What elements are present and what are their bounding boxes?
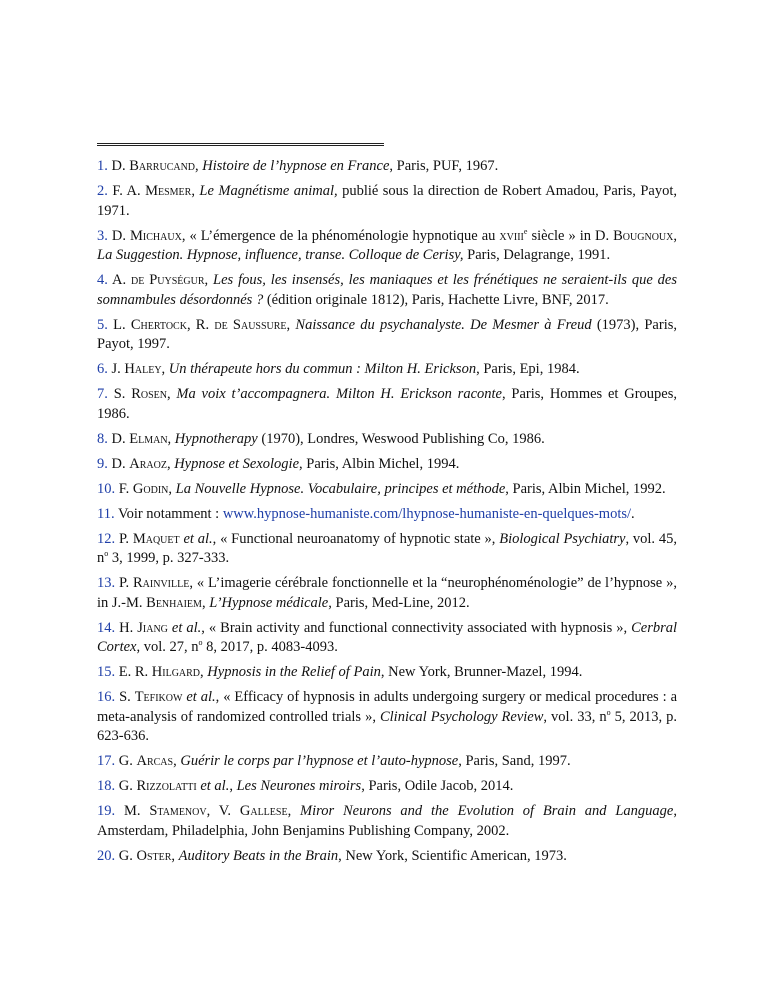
title-text: et al.: [183, 530, 213, 547]
footnote-13: [97, 574, 677, 613]
footnote-text: ,: [168, 480, 176, 497]
footnote-text: ,: [166, 455, 175, 472]
title-text: Biological Psychiatry: [499, 530, 626, 547]
footnote-text: P.: [118, 530, 133, 547]
footnote-number[interactable]: 19.: [97, 803, 116, 819]
footnote-text: ,: [191, 183, 200, 199]
footnote-text: F. A.: [112, 183, 146, 199]
footnote-text: , vol. 33, n: [543, 708, 607, 725]
footnote-text: (1973), Paris, Payot, 1997.: [97, 316, 677, 352]
author-name: Elman: [129, 430, 168, 447]
footnotes-list: [97, 157, 677, 872]
footnote-text: S.: [119, 689, 135, 705]
author-name: Haley: [124, 361, 162, 377]
author-name: de Puységur: [130, 272, 205, 288]
author-name: Jiang: [137, 619, 168, 636]
author-name: Michaux: [130, 227, 182, 244]
author-name: Stamenov: [149, 803, 207, 819]
title-text: Ma voix t’accompagnera. Milton H. Erickson raconte: [176, 386, 502, 402]
footnote-text: ,: [167, 430, 175, 447]
footnote-text: ,: [229, 778, 237, 794]
footnote-text: ,: [161, 361, 169, 377]
footnote-text: 5, 2013, p. 623-636.: [97, 708, 678, 744]
title-text: Miror Neurons and the Evolution of Brain and Language: [300, 803, 674, 819]
footnote-text: ,: [200, 664, 208, 680]
author-name: de Saussure: [214, 316, 287, 333]
footnote-5: [97, 316, 677, 355]
footnote-text: ,: [173, 753, 181, 769]
footnote-4: [97, 271, 677, 310]
footnote-text: D.: [111, 430, 130, 447]
footnote-text: , Paris, Sand, 1997.: [458, 753, 571, 769]
title-text: Le Magnétisme animal,: [199, 183, 338, 199]
footnote-6: [97, 360, 677, 380]
author-name: Rainville: [133, 575, 190, 591]
footnote-text: , V.: [206, 803, 240, 819]
url-link[interactable]: www.hypnose-humaniste.com/lhypnose-humaniste-en-quelques-mots/: [222, 505, 632, 522]
footnote-text: D.: [111, 227, 131, 244]
footnote-text: , Paris, Epi, 1984.: [476, 361, 580, 377]
title-text: Guérir le corps par l’hypnose et l’auto-hypnose: [180, 753, 459, 769]
footnote-number[interactable]: 20.: [97, 847, 116, 864]
footnote-text: D.: [111, 158, 130, 174]
footnote-text: , vol. 45, n: [97, 530, 677, 566]
author-name: Rosen: [131, 386, 167, 402]
footnote-text: (édition originale 1812), Paris, Hachette Livre, BNF, 2017.: [263, 291, 609, 308]
footnote-text: ,: [287, 803, 301, 819]
footnote-text: ,: [673, 227, 677, 244]
author-name: Araoz: [129, 455, 167, 472]
footnote-text: , New York, Brunner-Mazel, 1994.: [380, 664, 583, 680]
footnote-15: [97, 663, 677, 683]
footnote-text: F.: [118, 480, 133, 497]
title-text: et al.: [186, 689, 216, 705]
footnote-text: J.: [111, 361, 125, 377]
title-text: et al.: [200, 778, 230, 794]
author-name: Tefikow: [134, 689, 183, 705]
footnote-text: , Paris, Hommes et Groupes, 1986.: [97, 386, 678, 422]
footnote-20: [97, 847, 677, 867]
title-text: Clinical Psychology Review: [379, 708, 544, 725]
title-text: Hypnose et Sexologie: [174, 455, 300, 472]
superscript: o: [606, 707, 611, 717]
footnote-text: S.: [113, 386, 132, 402]
footnote-text: G.: [118, 753, 137, 769]
title-text: et al.: [171, 619, 202, 636]
title-text: Hypnosis in the Relief of Pain: [207, 664, 381, 680]
footnote-text: , Paris, Odile Jacob, 2014.: [361, 778, 514, 794]
footnote-text: publié sous la direction de Robert Amadou, Paris, Payot, 1971.: [97, 183, 678, 219]
author-name: Rizzolatti: [136, 778, 197, 794]
title-text: Hypnotherapy: [174, 430, 258, 447]
superscript: e: [523, 226, 528, 236]
footnote-text: , Amsterdam, Philadelphia, John Benjamins Publishing Company, 2002.: [97, 803, 677, 839]
footnote-18: [97, 777, 677, 797]
footnote-number[interactable]: 17.: [97, 753, 116, 769]
footnote-number[interactable]: 11.: [97, 505, 115, 522]
footnote-text: , Paris, Med-Line, 2012.: [328, 594, 470, 611]
title-text: Un thérapeute hors du commun : Milton H. Erickson: [168, 361, 477, 377]
title-text: La Suggestion. Hypnose, influence, transe. Colloque de Cerisy,: [97, 247, 464, 263]
footnote-number[interactable]: 3.: [97, 227, 108, 244]
footnote-text: G.: [118, 778, 137, 794]
footnote-16: [97, 688, 677, 747]
title-text: Les fous, les insensés, les maniaques et les frénétiques ne seraient-ils que des somnambules désordonnés ?: [97, 272, 677, 308]
author-name: Maquet: [132, 530, 180, 547]
footnote-text: A.: [111, 272, 131, 288]
footnote-number[interactable]: 9.: [97, 455, 108, 472]
footnote-separator-rule: [97, 143, 384, 146]
author-name: xviii: [499, 227, 524, 244]
footnote-number[interactable]: 8.: [97, 430, 108, 447]
footnote-text: 3, 1999, p. 327-333.: [108, 550, 230, 566]
footnote-text: , New York, Scientific American, 1973.: [338, 847, 567, 864]
footnote-9: [97, 455, 677, 475]
footnote-14: [97, 619, 677, 658]
footnote-number[interactable]: 12.: [97, 530, 116, 547]
footnote-number[interactable]: 5.: [97, 316, 108, 333]
footnote-number[interactable]: 1.: [97, 158, 108, 174]
footnote-1: [97, 157, 677, 177]
footnote-12: [97, 530, 677, 569]
author-name: Bougnoux: [613, 227, 674, 244]
footnote-text: (1970), Londres, Weswood Publishing Co, 1986.: [257, 430, 545, 447]
title-text: Naissance du psychanalyste. De Mesmer à Freud: [295, 316, 592, 333]
footnote-number[interactable]: 14.: [97, 619, 116, 636]
footnote-text: , « Functional neuroanatomy of hypnotic state »,: [212, 530, 500, 547]
footnote-7: [97, 385, 677, 424]
author-name: Mesmer: [145, 183, 192, 199]
footnote-11: [97, 505, 677, 525]
footnote-number[interactable]: 4.: [97, 272, 108, 288]
footnote-number[interactable]: 16.: [97, 689, 116, 705]
author-name: Benhaiem: [146, 594, 202, 611]
footnote-8: [97, 430, 677, 450]
footnote-text: , « Brain activity and functional connectivity associated with hypnosis »,: [201, 619, 632, 636]
title-text: Auditory Beats in the Brain: [178, 847, 339, 864]
footnote-text: Paris, Delagrange, 1991.: [463, 247, 611, 263]
footnote-text: M.: [123, 803, 150, 819]
footnote-text: ,: [204, 272, 214, 288]
footnote-text: Voir notamment :: [117, 505, 223, 522]
footnote-text: , « L’émergence de la phénoménologie hypnotique au: [181, 227, 500, 244]
author-name: Barrucand: [129, 158, 196, 174]
footnote-text: L.: [113, 316, 131, 333]
superscript: o: [198, 638, 203, 647]
footnote-text: H.: [119, 619, 138, 636]
title-text: Cerbral Cortex: [97, 619, 678, 655]
author-name: Oster: [136, 847, 172, 864]
footnote-text: 8, 2017, p. 4083-4093.: [202, 639, 338, 655]
footnote-3: [97, 227, 677, 266]
footnote-number[interactable]: 10.: [97, 480, 116, 497]
footnote-text: siècle » in D.: [527, 227, 614, 244]
footnote-text: P.: [119, 575, 133, 591]
footnote-text: ,: [201, 594, 210, 611]
footnote-text: , Paris, Albin Michel, 1994.: [299, 455, 460, 472]
author-name: Hilgard: [151, 664, 201, 680]
footnote-number[interactable]: 7.: [97, 386, 108, 402]
footnote-number[interactable]: 13.: [97, 575, 116, 591]
footnote-19: [97, 802, 677, 841]
footnote-text: G.: [118, 847, 137, 864]
footnote-text: ,: [166, 386, 177, 402]
footnote-text: E. R.: [118, 664, 152, 680]
author-name: Gallese: [239, 803, 288, 819]
footnote-text: , Paris, PUF, 1967.: [389, 158, 499, 174]
footnote-17: [97, 752, 677, 772]
superscript: o: [104, 549, 109, 558]
footnote-text: D.: [111, 455, 130, 472]
footnote-number[interactable]: 2.: [97, 183, 108, 199]
title-text: L’Hypnose médicale: [209, 594, 329, 611]
footnote-text: , « L’imagerie cérébrale fonctionnelle et la “neurophénoménologie” de l’hypnose », in J.-M.: [97, 575, 677, 611]
footnote-number[interactable]: 18.: [97, 778, 116, 794]
footnote-text: ,: [195, 158, 203, 174]
footnote-text: ,: [286, 316, 296, 333]
footnote-number[interactable]: 15.: [97, 664, 116, 680]
title-text: La Nouvelle Hypnose. Vocabulaire, principes et méthode: [175, 480, 506, 497]
author-name: Arcas: [136, 753, 174, 769]
footnote-text: , vol. 27, n: [136, 639, 199, 655]
footnote-text: ,: [171, 847, 179, 864]
footnote-text: .: [631, 505, 635, 522]
footnote-number[interactable]: 6.: [97, 361, 108, 377]
footnote-2: [97, 182, 677, 221]
title-text: Histoire de l’hypnose en France: [202, 158, 390, 174]
author-name: Chertock: [130, 316, 187, 333]
footnote-10: [97, 480, 677, 500]
footnote-text: , « Efficacy of hypnosis in adults undergoing surgery or medical procedures : a meta-analysis of randomized controlled trials »,: [97, 689, 678, 725]
title-text: Les Neurones miroirs: [236, 778, 362, 794]
author-name: Godin: [132, 480, 169, 497]
footnote-text: , R.: [186, 316, 215, 333]
footnote-text: , Paris, Albin Michel, 1992.: [505, 480, 666, 497]
